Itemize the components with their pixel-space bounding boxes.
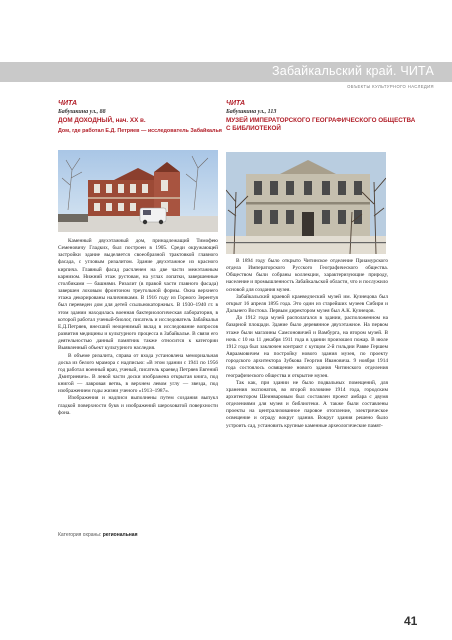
left-building-photo [58,150,218,232]
right-city: ЧИТА [226,100,246,107]
left-paragraph: Изображения и надписи выполнены путем создания выпукл гладкой поверхности букв и изображений шероховатой поверхности фона. [58,395,218,416]
right-building-photo [226,152,386,254]
page-header-subtitle: ОБЪЕКТЫ КУЛЬТУРНОГО НАСЛЕДИЯ [347,84,434,89]
right-paragraph: До 1912 года музей располагался в здании, расположенном на базарной площади. Здание было деревянное двухэтажное. На первом этаже были магазины Самсоновичей и Вамбурга, на втором музей. В ночь с 10 на 11 декабря 1911 года в здании произошел пожар. В июле 1912 года был заключен контракт с купцом 2-й гильдии Равве Гершем Авраамовичем на постройку нового здания музея, по проекту городского архитектора Зубкова Георгия Ивановича. 9 ноября 1914 года состоялось освящение нового здания Читинского отделения географического общества и открытие музея. [226,315,388,379]
left-paragraph: Каменный двухэтажный дом, принадлежащий Тимофею Семеновичу Гладких, был построен в 1905. Среди окружающей застройки здание выделяется своеобразной трактовкой главного фасада, с угловым ризалитом. Здание двухэтажное из красного кирпича. Главный фасад расчленен на две части межэтажным карнизом. Нижний этаж рустован, на углах лопатки, завершенные столбиками — башнями. Ризалит (в правой части главного фасада) завершен лоховым фронтоном треугольной формы. Окна верхнего этажа декорированы наличниками. В 1916 году из Горного Зерентуя был переведен дом для детей ссыльнокаторжных. В 1930–1940 гг. в этом здании находилась военная бактериологическая лаборатория, в которой работал ученый-биолог, писатель и исследователь Забайкалья Е.Д.Петряев, внесший неоценимый вклад в исследование вопросов развития медицины и культурного процесса в Забайкалье. В связи его деятельностью данный памятник также относится к категории Выявленный объект культурного наследия. [58,238,218,352]
right-address: Бабушкина ул., 113 [226,109,277,115]
left-object-subtitle: Дом, где работал Е.Д. Петряев — исследователь Забайкалья [58,128,222,134]
protection-category [58,532,138,538]
right-paragraph: В 1894 году было открыто Читинское отделение Приамурского отдела Императорского Русского Географического общества. Обществом были собраны коллекции, характеризующие природу, население и промышленность Забайкальской области, что и послужило основой для создания музея. [226,258,388,293]
left-city: ЧИТА [58,100,78,107]
left-article-heading [58,100,246,135]
protection-category-label: Категория охраны: [58,532,102,538]
page-header-title: Забайкальский край. ЧИТА [272,64,434,78]
right-object-title: МУЗЕЙ ИМПЕРАТОРСКОГО ГЕОГРАФИЧЕСКОГО ОБЩЕСТВА С БИБЛИОТЕКОЙ [226,117,416,132]
protection-category-value: региональная [102,532,138,538]
right-article-heading [226,100,416,133]
page-number: 41 [404,614,418,628]
right-paragraph: Так как, при здании не было подвальных помещений, для хранения экспонатов, во второй половине 1914 года, городским архитектором Шеинваровым был составлен проект амбара с двумя отделениями для музея и библиотеки. А также были составлены проекты на централизованное паровое отопление, электрическое освещение и ограду вокруг здания. Вокруг здания решено было устроить сад, установить крупные каменные археологические памят- [226,379,388,429]
left-article-body [58,238,218,417]
left-object-title: ДОМ ДОХОДНЫЙ, нач. XX в. [58,117,146,124]
left-paragraph: В объеме ризалита, справа от входа установлена мемориальная доска из белого мрамора с надписью: «В этом здании с 1941 по 1956 год работал военный врач, ученый, писатель краевед Петряев Евгений Дмитриевич». В левой части доски изображена открытая книга, под книгой — лавровая ветвь, в верхнем левом углу — звезда, под изображением годы жизни ученого «1913–1987». [58,352,218,395]
right-paragraph: Забайкальский краевой краеведческий музей им. Кузнецова был открыт 16 апреля 1895 года. Это один из старейших музеев Сибири и Дальнего Востока. Первым директором музея был А.К. Кузнецов. [226,293,388,315]
left-address: Бабушкина ул., 88 [58,109,106,115]
right-article-body [226,258,388,430]
